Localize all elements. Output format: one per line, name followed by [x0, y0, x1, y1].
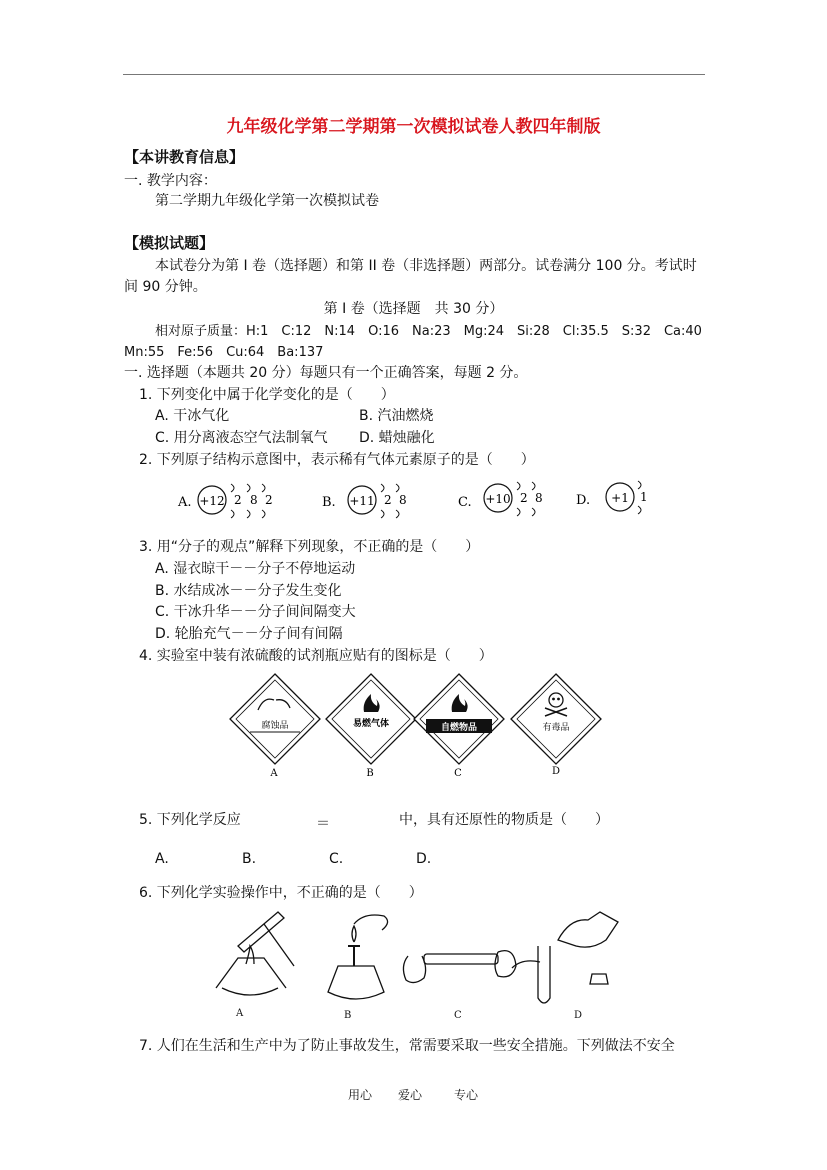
atom-d-charge: +1 — [611, 491, 629, 505]
q1-option-d: D. 蜡烛融化 — [359, 430, 435, 446]
footer-yongxin: 用心 — [348, 1088, 373, 1102]
tripod-stand — [216, 958, 286, 988]
sign-a-text: 腐蚀品 — [261, 721, 289, 731]
atom-a-shell-1: 2 — [234, 493, 242, 507]
lab-d-letter: D — [574, 1010, 583, 1021]
section-exam-heading: 【模拟试题】 — [124, 234, 215, 252]
q5-equals-sign: ＝ — [316, 816, 330, 832]
q1-stem: 1. 下列变化中属于化学变化的是（ ） — [139, 387, 395, 403]
q3-option-d: D. 轮胎充气－－分子间有间隔 — [155, 626, 343, 642]
hazard-sign-d — [511, 674, 601, 777]
intro-line-1: 本试卷分为第 I 卷（选择题）和第 II 卷（非选择题）两部分。试卷满分 100 分。考试时 — [155, 258, 697, 274]
hazard-sign-b — [326, 674, 416, 779]
q5-option-d: D. — [416, 851, 432, 867]
hazard-sign-c — [414, 674, 504, 779]
lab-b-letter: B — [344, 1010, 352, 1021]
test-tube-icon — [238, 912, 284, 952]
q1-option-b: B. 汽油燃烧 — [359, 408, 434, 424]
q5-stem-tail: 中，具有还原性的物质是（ ） — [399, 812, 609, 828]
section1-heading: 一. 选择题（本题共 20 分）每题只有一个正确答案，每题 2 分。 — [124, 365, 528, 381]
lab-a-letter: A — [236, 1008, 244, 1019]
lab-figure-b — [328, 915, 388, 1021]
atom-a-charge: +12 — [199, 494, 225, 508]
atom-d-letter: D. — [576, 493, 591, 508]
reagent-bottle-icon — [558, 912, 618, 947]
left-hand-icon — [403, 956, 425, 983]
right-hand-icon — [495, 951, 516, 977]
alcohol-lamp-icon — [222, 988, 278, 995]
atom-d-shell-1: 1 — [640, 490, 648, 504]
sign-c-text: 自燃物品 — [440, 723, 478, 733]
atom-diagram-d — [576, 481, 648, 514]
sign-a-letter: A — [270, 768, 278, 779]
lab-figure-c — [403, 951, 516, 1021]
q5-stem: 5. 下列化学反应 — [139, 812, 241, 828]
content-heading: 一. 教学内容： — [124, 173, 217, 189]
lab-c-letter: C — [454, 1010, 462, 1021]
atomic-mass-line-1: 相对原子质量：H:1 C:12 N:14 O:16 Na:23 Mg:24 Si:28 Cl:35.5 S:32 Ca:40 — [155, 324, 702, 339]
content-text: 第二学期九年级化学第一次模拟试卷 — [155, 193, 379, 209]
q3-option-c: C. 干冰升华－－分子间间隔变大 — [155, 604, 356, 620]
section-info-heading: 【本讲教育信息】 — [124, 148, 245, 166]
atom-b-letter: B. — [322, 495, 336, 510]
footer-zhuanxin: 专心 — [454, 1088, 479, 1102]
q5-option-a: A. — [155, 851, 169, 867]
atom-b-charge: +11 — [349, 494, 375, 508]
atom-structure-diagrams — [170, 478, 660, 524]
atom-b-shell-2: 8 — [399, 493, 407, 507]
atom-diagram-a — [177, 484, 273, 518]
lab-figure-a — [216, 912, 294, 1019]
q2-stem: 2. 下列原子结构示意图中，表示稀有气体元素原子的是（ ） — [139, 452, 535, 468]
q3-option-a: A. 湿衣晾干－－分子不停地运动 — [155, 561, 356, 577]
q1-option-c: C. 用分离液态空气法制氧气 — [155, 430, 328, 446]
q4-stem: 4. 实验室中装有浓硫酸的试剂瓶应贴有的图标是（ ） — [139, 648, 493, 664]
atom-b-shell-1: 2 — [384, 493, 392, 507]
atom-c-charge: +10 — [485, 492, 511, 506]
header-rule — [123, 74, 705, 75]
sign-b-text: 易燃气体 — [352, 719, 390, 729]
atom-a-shell-3: 2 — [265, 493, 273, 507]
glass-tube-icon — [424, 954, 498, 964]
tube-holder — [264, 924, 294, 966]
q7-stem: 7. 人们在生活和生产中为了防止事故发生，常需要采取一些安全措施。下列做法不安全 — [139, 1038, 675, 1054]
page-title: 九年级化学第二学期第一次模拟试卷人教四年制版 — [226, 117, 601, 137]
q3-option-b: B. 水结成冰－－分子发生变化 — [155, 583, 342, 599]
atom-c-shell-1: 2 — [520, 491, 528, 505]
lab-operation-figures — [208, 906, 628, 1022]
atom-diagram-c — [458, 482, 543, 516]
hazard-signs — [228, 672, 608, 780]
lab-figure-d — [512, 912, 618, 1021]
hazard-sign-a — [230, 674, 320, 779]
sign-d-letter: D — [551, 766, 561, 777]
q3-stem: 3. 用“分子的观点”解释下列现象，不正确的是（ ） — [139, 539, 480, 555]
atom-c-shell-2: 8 — [535, 491, 543, 505]
atom-a-shell-2: 8 — [250, 493, 258, 507]
intro-line-2: 间 90 分钟。 — [124, 279, 207, 295]
q6-stem: 6. 下列化学实验操作中，不正确的是（ ） — [139, 885, 423, 901]
atom-a-letter: A. — [178, 495, 192, 510]
part1-title: 第 I 卷（选择题 共 30 分） — [323, 301, 504, 317]
q5-option-c: C. — [329, 851, 344, 867]
atom-c-letter: C. — [458, 495, 472, 510]
flame-icon — [352, 926, 356, 942]
q5-option-b: B. — [242, 851, 257, 867]
sign-c-letter: C — [454, 768, 462, 779]
atomic-mass-line-2: Mn:55 Fe:56 Cu:64 Ba:137 — [124, 345, 324, 360]
lamp-cap-icon — [354, 915, 388, 930]
atom-diagram-b — [322, 484, 407, 518]
sign-b-letter: B — [366, 768, 374, 779]
sign-d-text: 有毒品 — [542, 723, 570, 733]
alcohol-lamp-icon — [328, 966, 384, 999]
bottle-stopper-icon — [590, 974, 608, 984]
footer-aixin: 爱心 — [398, 1088, 423, 1102]
q1-option-a: A. 干冰气化 — [155, 408, 230, 424]
test-tube-icon — [538, 946, 550, 1003]
